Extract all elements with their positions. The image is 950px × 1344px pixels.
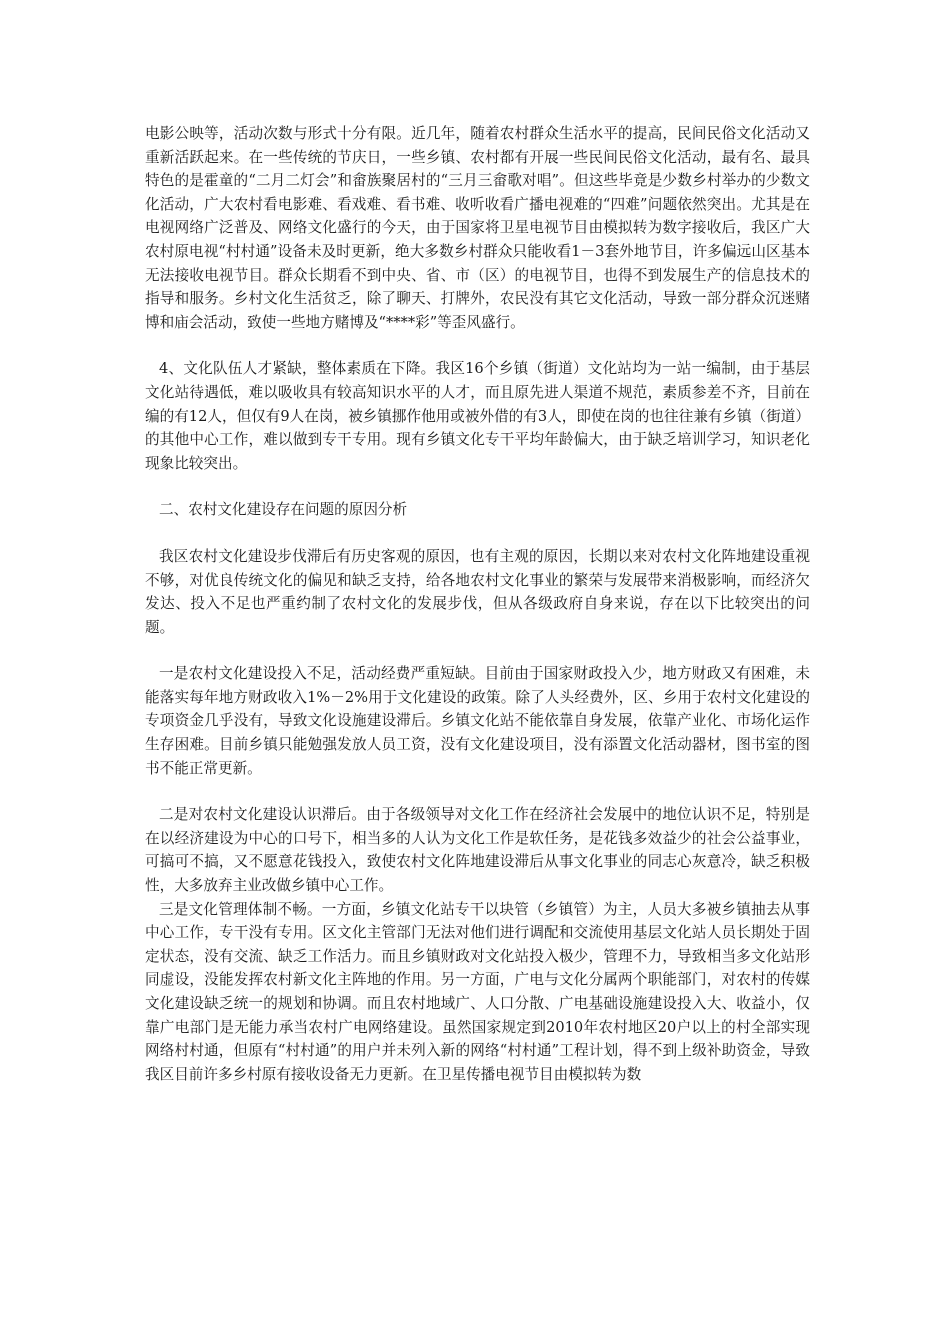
paragraph-culture-staff-shortage: 4、文化队伍人才紧缺，整体素质在下降。我区16个乡镇（街道）文化站均为一站一编制，由于基层文化站待遇低，难以吸收具有较高知识水平的人才，而且原先进人渠道不规范，素质参差不齐，目前在编的有12人，但仅有9人在岗，被乡镇挪作他用或被外借的有3人，即使在岗的也往往兼有乡镇（街道）的其他中心工作，难以做到专干专用。现有乡镇文化专干平均年龄偏大，由于缺乏培训学习，知识老化现象比较突出。 — [145, 360, 810, 472]
paragraph-lagging-awareness: 二是对农村文化建设认识滞后。由于各级领导对文化工作在经济社会发展中的地位认识不足，特别是在以经济建设为中心的口号下，相当多的人认为文化工作是软任务，是花钱多效益少的社会公益事业，可搞可不搞，又不愿意花钱投入，致使农村文化阵地建设滞后从事文化事业的同志心灰意冷，缺乏积极性，大多放弃主业改做乡镇中心工作。 — [145, 806, 810, 895]
paragraph-management-system: 三是文化管理体制不畅。一方面，乡镇文化站专干以块管（乡镇管）为主，人员大多被乡镇抽去从事中心工作，专干没有专用。区文化主管部门无法对他们进行调配和交流使用基层文化站人员长期处于固定状态，没有交流、缺乏工作活力。而且乡镇财政对文化站投入极少，管理不力，导致相当多文化站形同虚设，没能发挥农村新文化主阵地的作用。另一方面，广电与文化分属两个职能部门，对农村的传媒文化建设缺乏统一的规划和协调。而且农村地域广、人口分散、广电基础设施建设投入大、收益小，仅靠广电部门是无能力承当农村广电网络建设。虽然国家规定到2010年农村地区20户以上的村全部实现网络村村通，但原有“村村通”的用户并未列入新的网络“村村通”工程计划，得不到上级补助资金，导致我区目前许多乡村原有接收设备无力更新。在卫星传播电视节目由模拟转为数 — [145, 900, 810, 1083]
paragraph-cause-overview: 我区农村文化建设步伐滞后有历史客观的原因，也有主观的原因，长期以来对农村文化阵地建设重视不够，对优良传统文化的偏见和缺乏支持，给各地农村文化事业的繁荣与发展带来消极影响，而经济欠发达、投入不足也严重约制了农村文化的发展步伐，但从各级政府自身来说，存在以下比较突出的问题。 — [145, 547, 810, 636]
paragraph-rural-culture-activities: 电影公映等，活动次数与形式十分有限。近几年，随着农村群众生活水平的提高，民间民俗文化活动又重新活跃起来。在一些传统的节庆日，一些乡镇、农村都有开展一些民间民俗文化活动，最有名、最具特色的是霍童的“二月二灯会”和畲族聚居村的“三月三畲歌对唱”。但这些毕竟是少数乡村举办的少数文化活动，广大农村看电影难、看戏难、看书难、收听收看广播电视难的“四难”问题依然突出。尤其是在电视网络广泛普及、网络文化盛行的今天，由于国家将卫星电视节目由模拟转为数字接收后，我区广大农村原电视“村村通”设备未及时更新，绝大多数乡村群众只能收看1－3套外地节目，许多偏远山区基本无法接收电视节目。群众长期看不到中央、省、市（区）的电视节目，也得不到发展生产的信息技术的指导和服务。乡村文化生活贫乏，除了聊天、打牌外，农民没有其它文化活动，导致一部分群众沉迷赌博和庙会活动，致使一些地方赌博及“****彩”等歪风盛行。 — [145, 125, 810, 331]
document-body — [145, 122, 810, 1086]
paragraph-insufficient-investment: 一是农村文化建设投入不足，活动经费严重短缺。目前由于国家财政投入少，地方财政又有困难，未能落实每年地方财政收入1%－2%用于文化建设的政策。除了人头经费外，区、乡用于农村文化建设的专项资金几乎没有，导致文化设施建设滞后。乡镇文化站不能依靠自身发展，依靠产业化、市场化运作生存困难。目前乡镇只能勉强发放人员工资，没有文化建设项目，没有添置文化活动器材，图书室的图书不能正常更新。 — [145, 665, 810, 777]
section-heading-cause-analysis: 二、农村文化建设存在问题的原因分析 — [159, 501, 408, 519]
